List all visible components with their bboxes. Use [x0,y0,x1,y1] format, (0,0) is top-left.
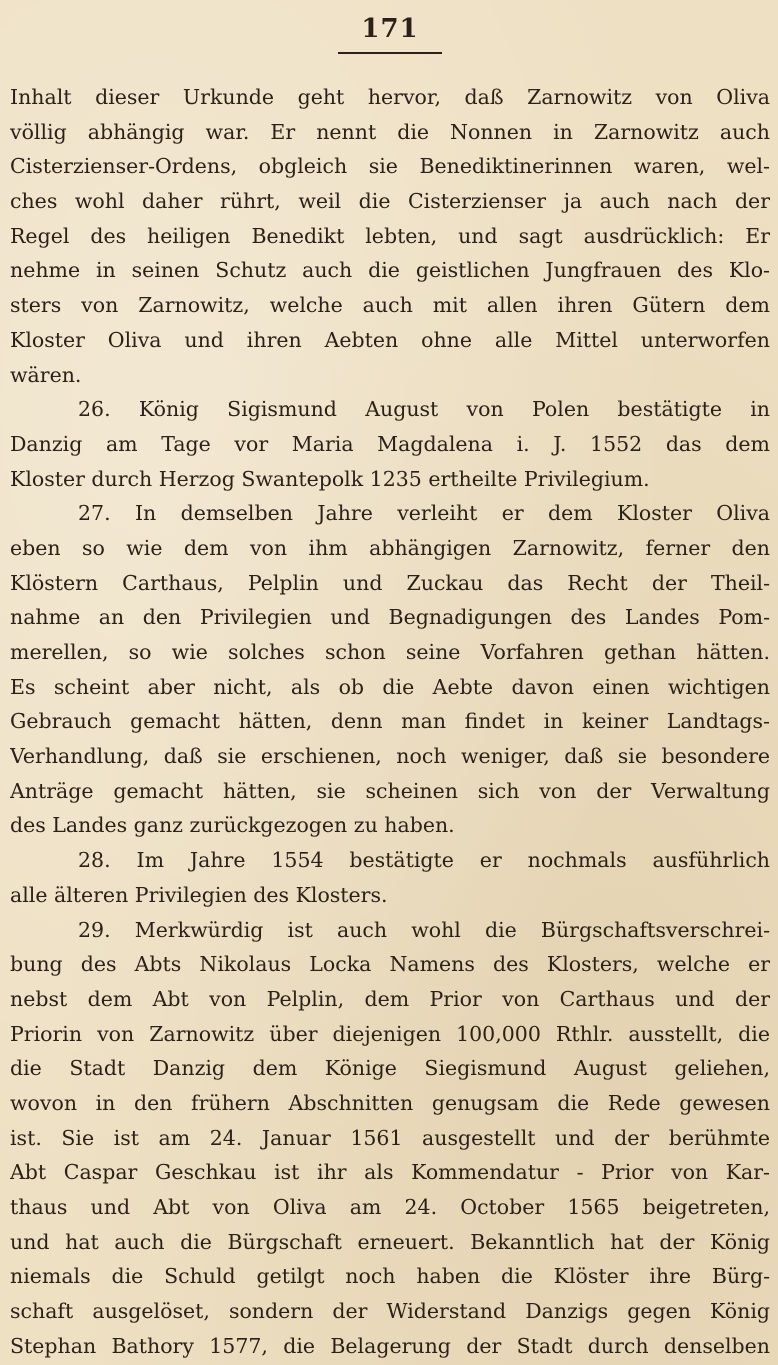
text-line: sters von Zarnowitz, welche auch mit allen ihren Gütern dem [10,293,770,318]
text-line: ches wohl daher rührt, weil die Cisterzienser ja auch nach der [10,189,770,214]
page-number: 171 [361,14,419,44]
text-line: thaus und Abt von Oliva am 24. October 1565 beigetreten, [10,1195,770,1219]
text-line: Stephan Bathory 1577, die Belagerung der Stadt durch denselben [10,1333,770,1358]
text-line: völlig abhängig war. Er nennt die Nonnen in Zarnowitz auch [10,119,770,144]
text-line: Es scheint aber nicht, als ob die Aebte davon einen wichtigen [10,674,770,699]
text-line: alle älteren Privilegien des Klosters. [10,882,388,907]
text-line: 29. Merkwürdig ist auch wohl die Bürgschaftsverschrei- [78,917,770,942]
text-line: eben so wie dem von ihm abhängigen Zarnowitz, ferner den [10,535,770,560]
text-line: wovon in den frühern Abschnitten genugsam die Rede gewesen [10,1090,770,1115]
text-line: 26. König Sigismund August von Polen bestätigte in [78,397,770,422]
text-line: schaft ausgelöset, sondern der Widerstand Danzigs gegen König [10,1299,770,1324]
text-line: nebst dem Abt von Pelplin, dem Prior von Carthaus und der [10,986,770,1011]
text-line: Danzig am Tage vor Maria Magdalena i. J. 1552 das dem [10,431,770,456]
text-line: Klöstern Carthaus, Pelplin und Zuckau das Recht der Theil- [10,570,770,595]
text-line: bung des Abts Nikolaus Locka Namens des Klosters, welche er [10,952,770,977]
text-line: Inhalt dieser Urkunde geht hervor, daß Zarnowitz von Oliva [10,85,770,109]
text-line: niemals die Schuld getilgt noch haben die Klöster ihre Bürg- [10,1264,770,1289]
text-line: Regel des heiligen Benedikt lebten, und sagt ausdrücklich: Er [10,223,770,248]
text-line: Cisterzienser-Ordens, obgleich sie Benediktinerinnen waren, wel- [10,154,770,179]
text-line: Priorin von Zarnowitz über diejenigen 100,000 Rthlr. ausstellt, die [10,1021,770,1046]
text-line: nehme in seinen Schutz auch die geistlichen Jungfrauen des Klo- [10,258,770,283]
text-line: merellen, so wie solches schon seine Vorfahren gethan hätten. [10,640,770,664]
text-line: Anträge gemacht hätten, sie scheinen sich von der Verwaltung [10,778,770,803]
text-line: 28. Im Jahre 1554 bestätigte er nochmals ausführlich [78,848,770,873]
page-number-rule [338,52,442,54]
text-line: Abt Caspar Geschkau ist ihr als Kommendatur - Prior von Kar- [10,1160,770,1185]
text-line: nahme an den Privilegien und Begnadigungen des Landes Pom- [10,605,770,630]
text-line: Kloster durch Herzog Swantepolk 1235 ertheilte Privilegium. [10,466,650,491]
text-line: und hat auch die Bürgschaft erneuert. Bekanntlich hat der König [10,1229,770,1254]
text-line: die Stadt Danzig dem Könige Siegismund August geliehen, [10,1056,770,1081]
text-line: Verhandlung, daß sie erschienen, noch weniger, daß sie besondere [10,744,770,769]
text-line: ist. Sie ist am 24. Januar 1561 ausgestellt und der berühmte [10,1125,770,1150]
text-line: Kloster Oliva und ihren Aebten ohne alle Mittel unterworfen [10,327,770,352]
text-line: wären. [10,362,82,387]
text-line: Gebrauch gemacht hätten, denn man findet in keiner Landtags- [10,709,770,734]
text-line: des Landes ganz zurückgezogen zu haben. [10,813,455,838]
text-line: 27. In demselben Jahre verleiht er dem Kloster Oliva [78,501,770,526]
body-text [10,80,770,1363]
